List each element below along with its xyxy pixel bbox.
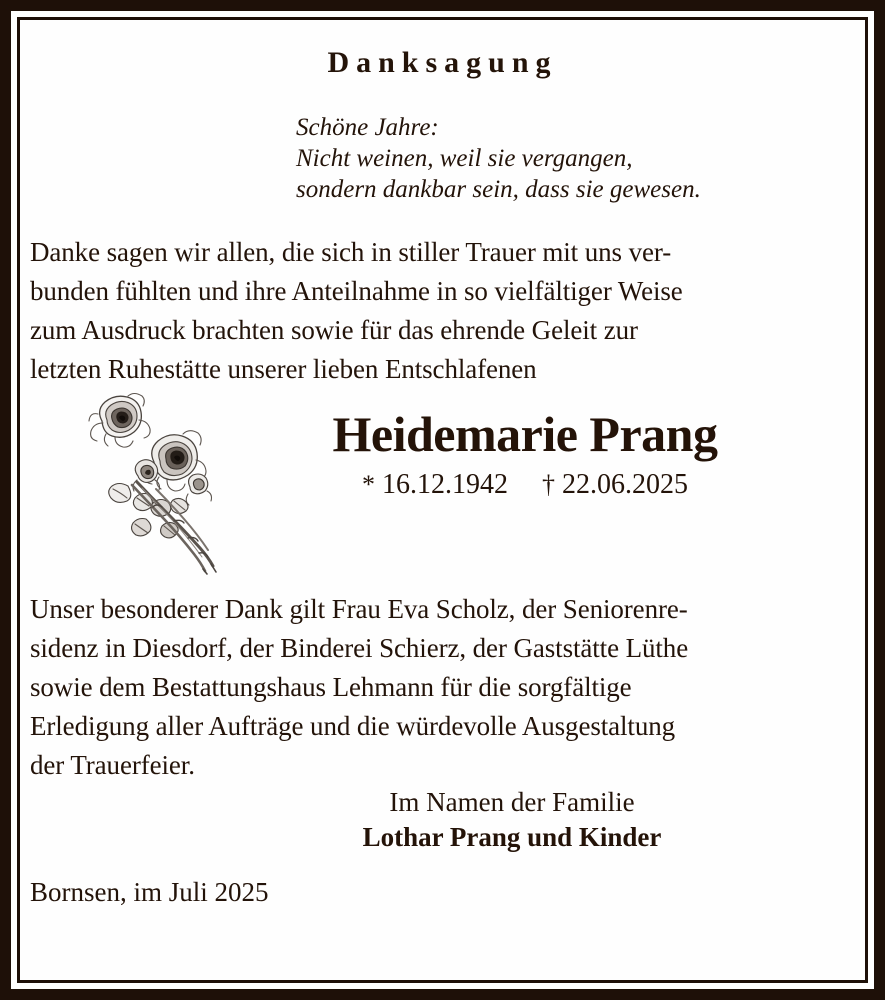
paragraph-line: Unser besonderer Dank gilt Frau Eva Scholz, der Seniorenre- [30, 594, 688, 624]
notice-page [20, 20, 865, 980]
paragraph-line: sidenz in Diesdorf, der Binderei Schierz, der Gaststätte Lüthe [30, 633, 689, 663]
thanks-paragraph [30, 233, 840, 389]
cross-icon: † [542, 470, 555, 499]
paragraph-line: letzten Ruhestätte unserer lieben Entschlafenen [30, 354, 537, 384]
special-thanks-paragraph [30, 590, 840, 785]
frame-white-gap [11, 11, 874, 989]
paragraph-line: sowie dem Bestattungshaus Lehmann für die sorgfältige [30, 672, 632, 702]
birth-date: 16.12.1942 [382, 469, 508, 500]
rose-bouquet-icon [82, 390, 222, 575]
birth-star-icon: * [362, 470, 375, 499]
signature-block [232, 785, 792, 855]
frame-inner-rule [17, 17, 868, 983]
life-dates [230, 469, 820, 501]
deceased-name: Heidemarie Prang [332, 406, 718, 462]
verse-line: Schöne Jahre: [296, 114, 439, 141]
paragraph-line: bunden fühlten und ihre Anteilnahme in so vielfältiger Weise [30, 276, 683, 306]
death-date-group [542, 469, 688, 500]
deceased-block [230, 405, 820, 501]
paragraph-line: Erledigung aller Aufträge und die würdevolle Ausgestaltung [30, 711, 676, 741]
memorial-verse [296, 112, 701, 205]
page-title: Danksagung [327, 46, 558, 79]
family-names: Lothar Prang und Kinder [362, 822, 662, 852]
death-date: 22.06.2025 [562, 469, 688, 500]
birth-date-group [362, 469, 508, 500]
family-intro-line: Im Namen der Familie [389, 787, 635, 817]
paragraph-line: zum Ausdruck brachten sowie für das ehrende Geleit zur [30, 315, 638, 345]
paragraph-line: Danke sagen wir allen, die sich in stiller Trauer mit uns ver- [30, 237, 672, 267]
verse-line: sondern dankbar sein, dass sie gewesen. [296, 176, 701, 203]
paragraph-line: der Trauerfeier. [30, 750, 195, 780]
verse-line: Nicht weinen, weil sie vergangen, [296, 145, 633, 172]
place-and-date: Bornsen, im Juli 2025 [30, 877, 269, 907]
